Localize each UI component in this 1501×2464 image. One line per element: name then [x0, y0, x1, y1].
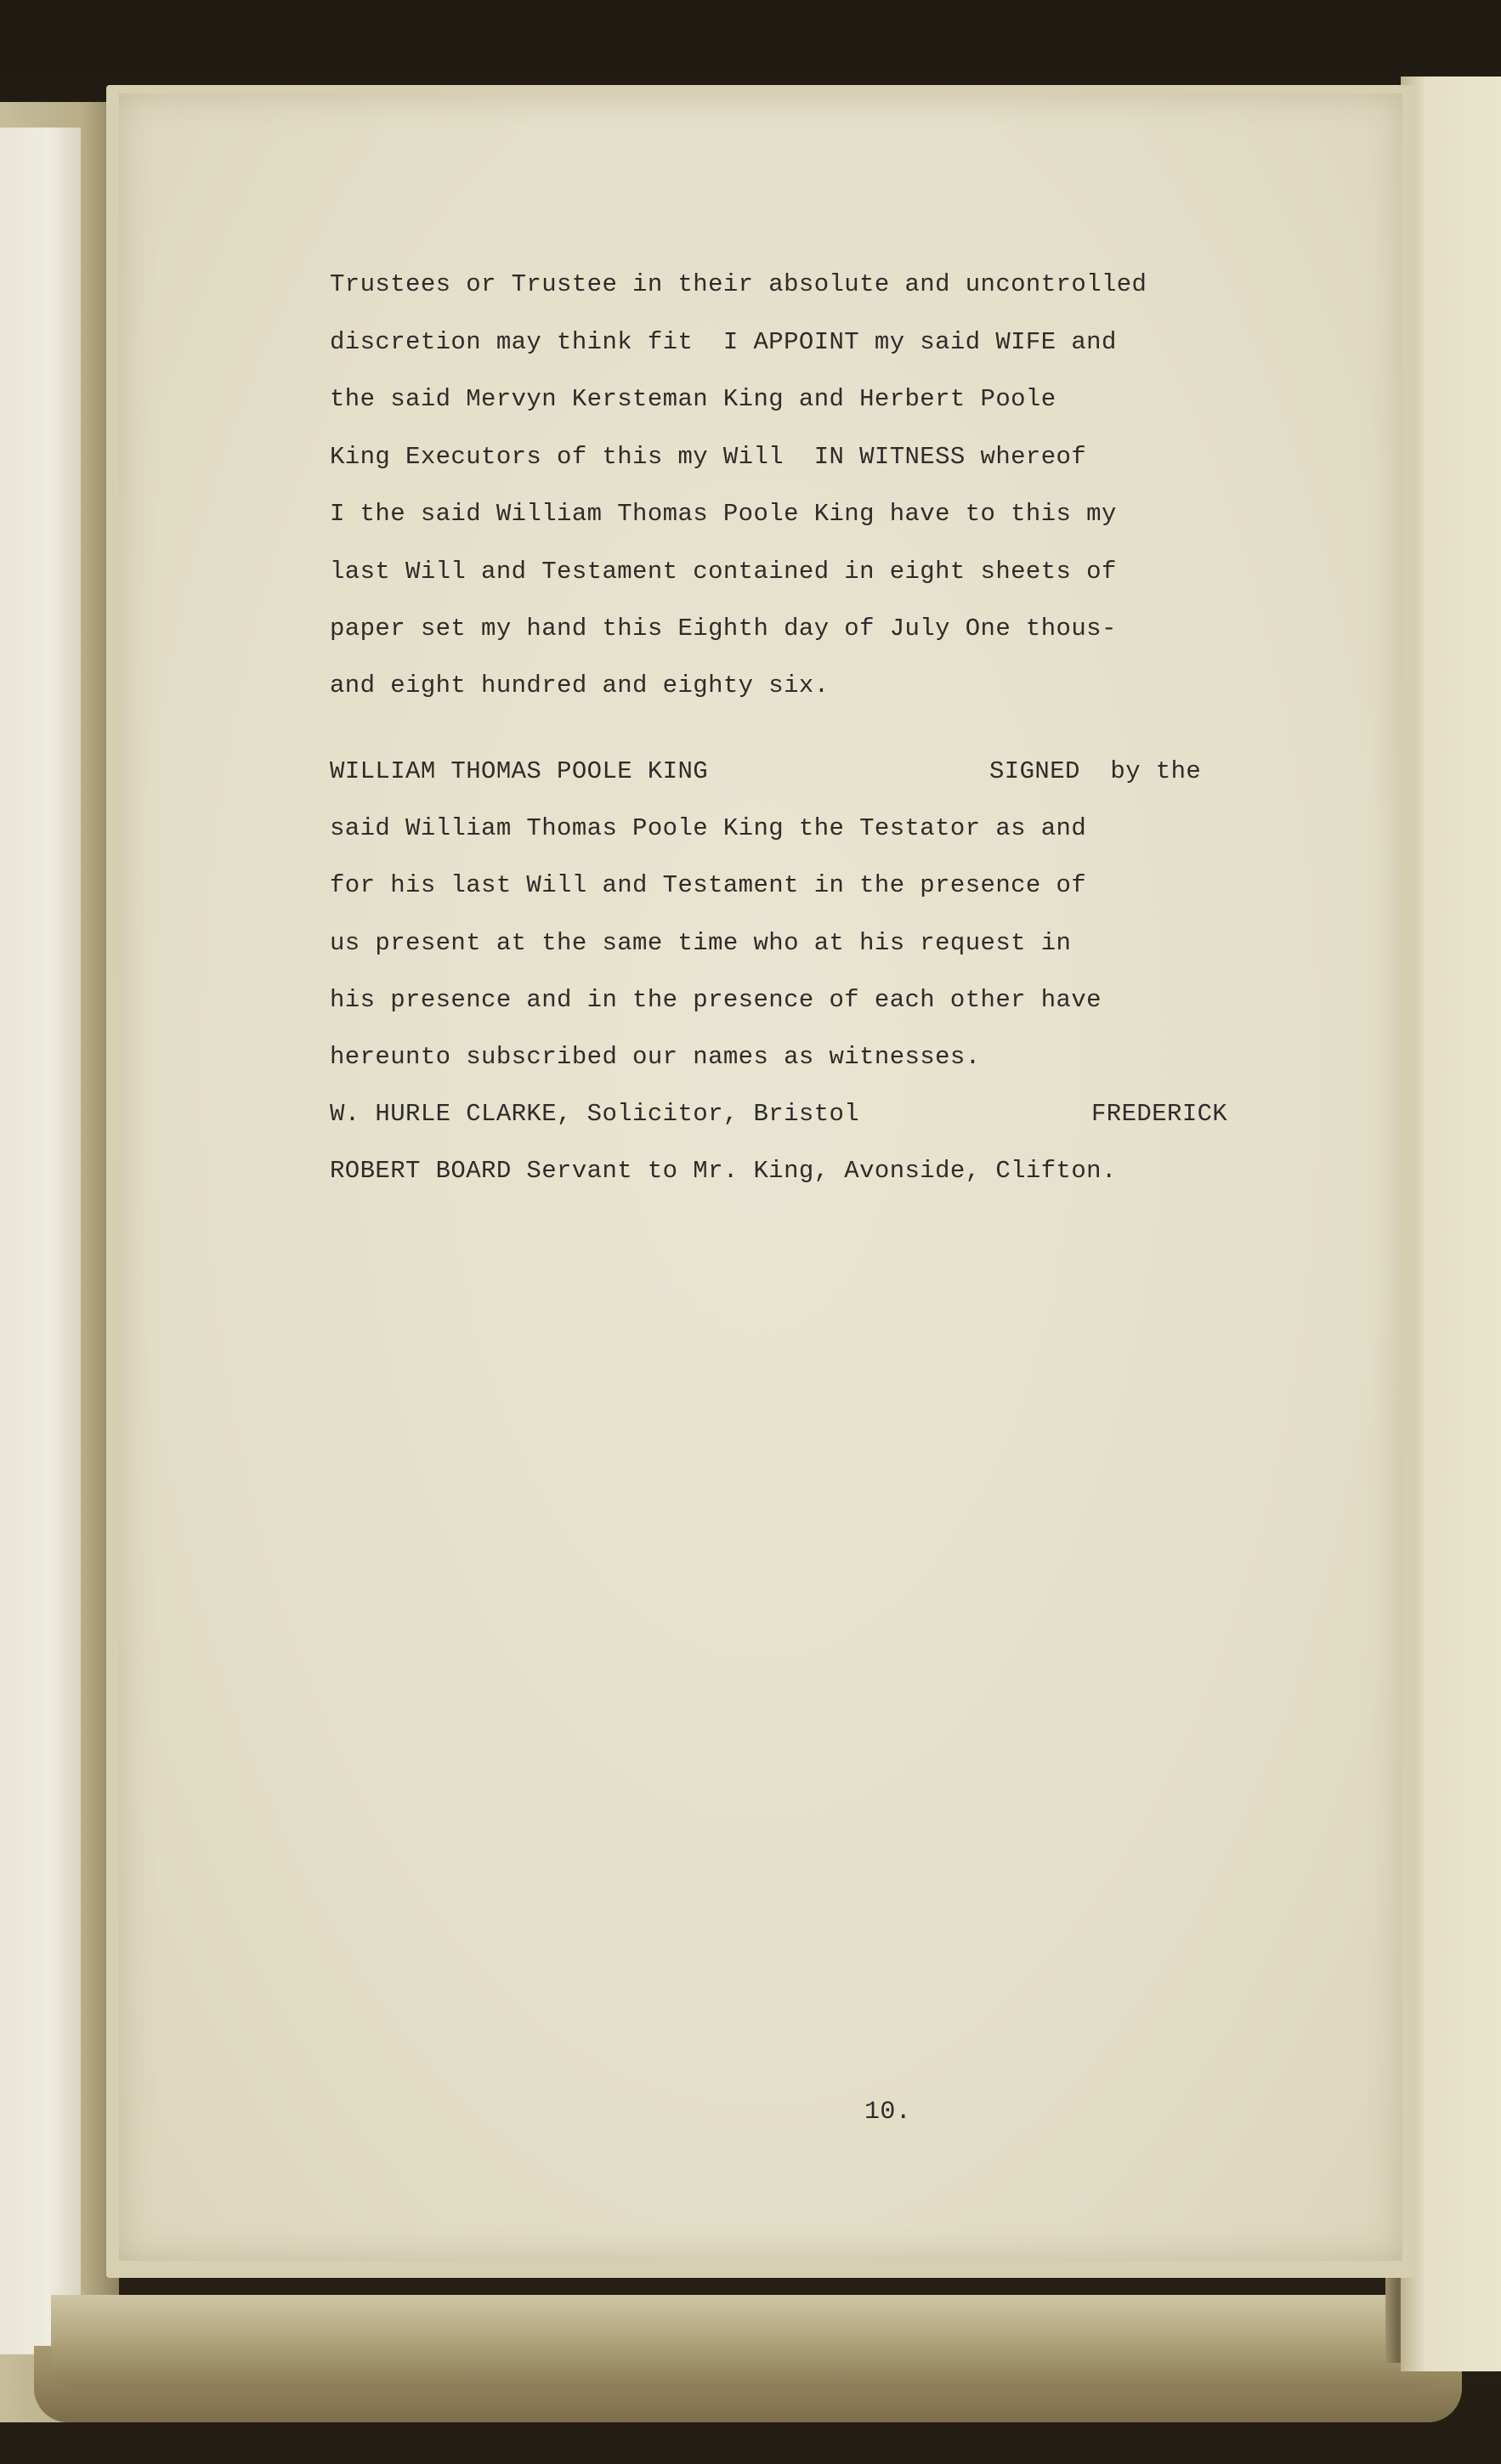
text-line: us present at the same time who at his request in	[330, 929, 1072, 957]
witness-2-first-name: FREDERICK	[1091, 1100, 1228, 1128]
text-line: last Will and Testament contained in eight sheets of	[330, 558, 1117, 586]
right-page-strip	[1401, 76, 1501, 2371]
witness-1: W. HURLE CLARKE, Solicitor, Bristol	[330, 1100, 860, 1128]
text-line: the said Mervyn Kersteman King and Herbert Poole	[330, 385, 1056, 413]
attestation-block	[330, 757, 1228, 1185]
text-line: said William Thomas Poole King the Testator as and	[330, 814, 1087, 842]
witness-2: ROBERT BOARD Servant to Mr. King, Avonside, Clifton.	[330, 1157, 1117, 1185]
page-number: 10.	[864, 2098, 912, 2127]
left-page-strip	[0, 127, 81, 2354]
page-stack-bottom	[51, 2295, 1445, 2388]
text-line: paper set my hand this Eighth day of July One thous-	[330, 615, 1117, 643]
text-line: his presence and in the presence of each other have	[330, 986, 1102, 1014]
signed-clause: SIGNED by the	[989, 757, 1202, 785]
text-line: Trustees or Trustee in their absolute and uncontrolled	[330, 270, 1147, 298]
text-line: for his last Will and Testament in the presence of	[330, 871, 1087, 899]
testator-signature: WILLIAM THOMAS POOLE KING	[330, 757, 709, 785]
text-line: I the said William Thomas Poole King have to this my	[330, 500, 1117, 528]
text-line: hereunto subscribed our names as witnesses.	[330, 1043, 981, 1071]
text-line: and eight hundred and eighty six.	[330, 671, 830, 700]
text-line: discretion may think fit I APPOINT my said WIFE and	[330, 328, 1117, 356]
text-line: King Executors of this my Will IN WITNESS whereof	[330, 443, 1087, 471]
paragraph-1	[330, 270, 1147, 700]
